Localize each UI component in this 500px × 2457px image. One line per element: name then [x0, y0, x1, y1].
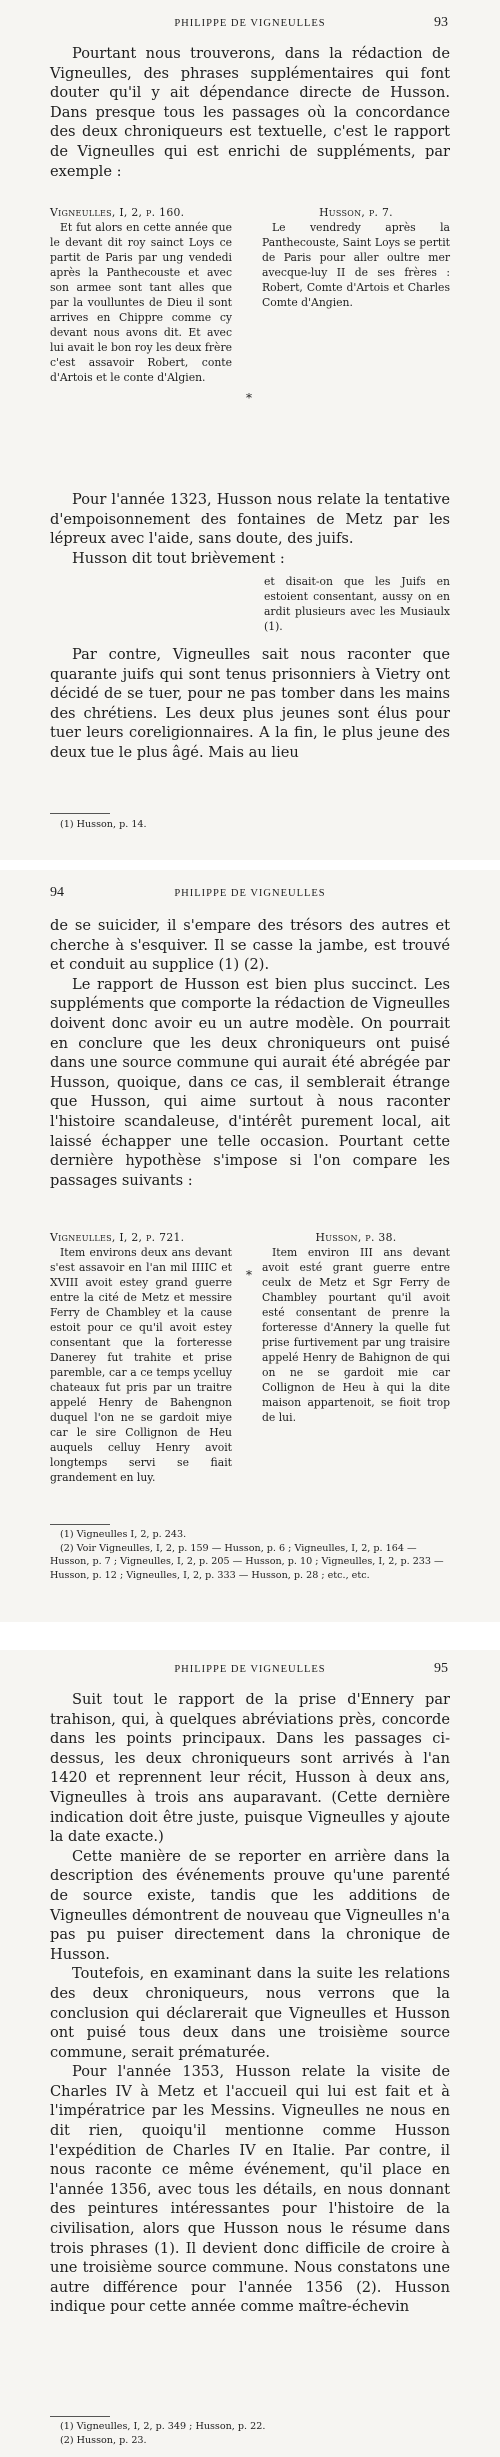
intro-text: de se suicider, il s'empare des trésors des autres et cherche à s'esquiver. Il se casse la jambe, est trouvé et conduit au supplice (1) (2). [50, 917, 450, 974]
asterisk-mark: * [246, 391, 252, 405]
toutefois-paragraph: Toutefois, en examinant dans la suite les relations des deux chroniqueurs, nous verrons que la conclusion qui déclarerait que Vigneulles et Husson ont puisé tous deux dans une troisième source commune, serait prématurée. [50, 1965, 450, 2061]
vigneulles-excerpt: Et fut alors en cette année que le devant dit roy sainct Loys ce partit de Paris par ung vendedi après la Panthecouste et avec son armee sont tant alles que par la voulluntes de Dieu il sont arrives en Chippre comme cy devant nous avons dit. Et avec lui avait le bon roy les deux frère c'est assavoir Robert, conte d'Artois et le conte d'Algien. [50, 221, 232, 384]
ennery-paragraph: Suit tout le rapport de la prise d'Ennery par trahison, qui, à quelques abréviations près, concorde dans les points principaux. Dans les passages ci-dessus, les deux chroniqueurs sont arrivés à l'an 1420 et reprennent leur récit, Husson à deux ans, Vigneulles à trois ans auparavant. (Cette dernière indication doit être juste, puisque Vigneulles y ajoute la date exacte.) [50, 1691, 450, 1846]
page-gap [0, 1622, 500, 1650]
running-header [0, 885, 500, 908]
paragraph-1323-text: Pour l'année 1323, Husson nous relate la tentative d'empoisonnement des fontaines de Metz par les lépreux avec l'aide, sans doute, des juifs. [50, 491, 450, 548]
footnote-rule [50, 1524, 110, 1525]
husson-excerpt: Item environ III ans devant avoit esté grant guerre entre ceulx de Metz et Sgr Ferry de Chambley pourtant qu'il avoit esté consentant de prenre la forteresse d'Annery la quelle fut prise furtivement par ung traisire appelé Henry de Bahignon de qui on ne se gardoit mie car Collignon de Heu à qui la dite maison appartenoit, se fioit trop de lui. [262, 1246, 450, 1424]
husson-reference: Husson, p. 38. [315, 1231, 397, 1244]
husson-says-text: Husson dit tout brièvement : [72, 549, 285, 567]
footnote-1: (1) Husson, p. 14. [60, 819, 147, 830]
page-95 [0, 1650, 500, 2457]
footnote-2: (2) Voir Vigneulles, I, 2, p. 159 — Husson, p. 6 ; Vigneulles, I, 2, p. 164 — Husson, p. 7 ; Vigneulles, I, 2, p. 205 — Husson, p. 10 ; Vigneulles, I, 2, p. 233 — Husson, p. 12 ; Vigneulles, I, 2, p. 333 — Husson, p. 28 ; etc., etc. [50, 1542, 444, 1581]
paragraph-1323 [50, 490, 450, 568]
footnotes [50, 2420, 450, 2447]
running-title: PHILIPPE DE VIGNEULLES [174, 18, 326, 29]
husson-column [262, 205, 450, 310]
paragraph-contre [50, 645, 450, 763]
footnotes [50, 1528, 450, 1582]
vigneulles-reference: Vigneulles, I, 2, p. 721. [50, 1231, 185, 1244]
page-number: 95 [434, 1661, 448, 1676]
intro-paragraph [50, 44, 450, 181]
vigneulles-excerpt: Item environs deux ans devant s'est assavoir en l'an mil IIIIC et XVIII avoit estey grand guerre entre la cité de Metz et messire Ferry de Chambley et la cause estoit pour ce qu'il avoit estey consentant que la forteresse Danerey fut trahite et prise paremble, car a ce temps ycelluy chateaux fut pris par un traitre appelé Henry de Bahengnon duquel l'on ne se gardoit miye car le sire Collignon de Heu auquels celluy Henry avoit longtemps servi se fiait grandement en luy. [50, 1246, 232, 1484]
page-number: 93 [434, 15, 448, 30]
running-title: PHILIPPE DE VIGNEULLES [174, 1664, 326, 1675]
annee-1353-paragraph: Pour l'année 1353, Husson relate la visite de Charles IV à Metz et l'accueil qui lui est fait et à l'impératrice par les Messins. Vigneulles ne nous en dit rien, quoiqu'il mentionne comme Husson l'expédition de Charles IV en Italie. Par contre, il nous raconte ce même événement, qu'il place en l'année 1356, avec tous les détails, en nous donnant des peintures intéressantes pour l'histoire de la civilisation, alors que Husson nous le résume dans trois phrases (1). Il devient donc difficile de croire à une troisième source commune. Nous constatons une autre différence pour l'année 1356 (2). Husson indique pour cette année comme maître-échevin [50, 2063, 450, 2316]
running-title: PHILIPPE DE VIGNEULLES [174, 888, 326, 899]
main-text [50, 1690, 450, 2317]
maniere-paragraph: Cette manière de se reporter en arrière dans la description des événements prouve qu'une parenté de source existe, tandis que les additions de Vigneulles démontrent de nouveau que Vigneulles n'a pas pu puiser directement dans la chronique de Husson. [50, 1847, 450, 1963]
running-header [0, 15, 500, 38]
page-gap [0, 860, 500, 870]
vigneulles-column [50, 205, 232, 385]
footnote-1: (1) Vigneulles, I, 2, p. 349 ; Husson, p. 22. [60, 2421, 266, 2432]
asterisk-mark: * [246, 1268, 252, 1282]
paragraph-contre-text: Par contre, Vigneulles sait nous raconter que quarante juifs qui sont tenus prisonniers à Vietry ont décidé de se tuer, pour ne pas tomber dans les mains des chrétiens. Les deux plus jeunes sont élus pour tuer leurs coreligionnaires. A la fin, le plus jeune des deux tue le plus âgé. Mais au lieu [50, 646, 450, 761]
rapport-paragraph: Le rapport de Husson est bien plus succinct. Les suppléments que comporte la rédaction de Vigneulles doivent donc avoir eu un autre modèle. On pourrait en conclure que les deux chroniqueurs ont puisé dans une source commune qui aurait été abrégée par Husson, quoique, dans ce cas, il semblerait étrange que Husson, qui aime surtout à nous raconter l'histoire scandaleuse, d'intérêt purement local, ait laissé échapper une telle occasion. Pourtant cette dernière hypothèse s'impose si l'on compare les passages suivants : [50, 975, 450, 1189]
footnote-rule [50, 2416, 110, 2417]
running-header [0, 1661, 500, 1684]
footnote-1: (1) Vigneulles I, 2, p. 243. [60, 1529, 187, 1540]
intro-text: Pourtant nous trouverons, dans la rédaction de Vigneulles, des phrases supplémentaires qui font douter qu'il y ait dépendance directe de Husson. Dans presque tous les passages où la concordance des deux chroniqueurs est textuelle, c'est le rapport de Vigneulles qui est enrichi de suppléments, par exemple : [50, 45, 450, 180]
husson-quote: et disait-on que les Juifs en estoient consentant, aussy on en ardit plusieurs avec les Musiaulx (1). [264, 575, 450, 633]
page-number: 94 [50, 885, 64, 900]
vigneulles-column [50, 1230, 232, 1485]
intro-paragraph [50, 916, 450, 1190]
page-94 [0, 870, 500, 1622]
vigneulles-reference: Vigneulles, I, 2, p. 160. [50, 206, 185, 219]
husson-column [262, 1230, 450, 1425]
footnote-rule [50, 813, 110, 814]
husson-excerpt: Le vendredy après la Panthecouste, Saint Loys se pertit de Paris pour aller oultre mer avecque-luy II de ses frères : Robert, Comte d'Artois et Charles Comte d'Angien. [262, 221, 450, 309]
husson-reference: Husson, p. 7. [319, 206, 393, 219]
footnote-2: (2) Husson, p. 23. [60, 2434, 147, 2446]
page-93 [0, 0, 500, 860]
footnotes [50, 818, 450, 832]
